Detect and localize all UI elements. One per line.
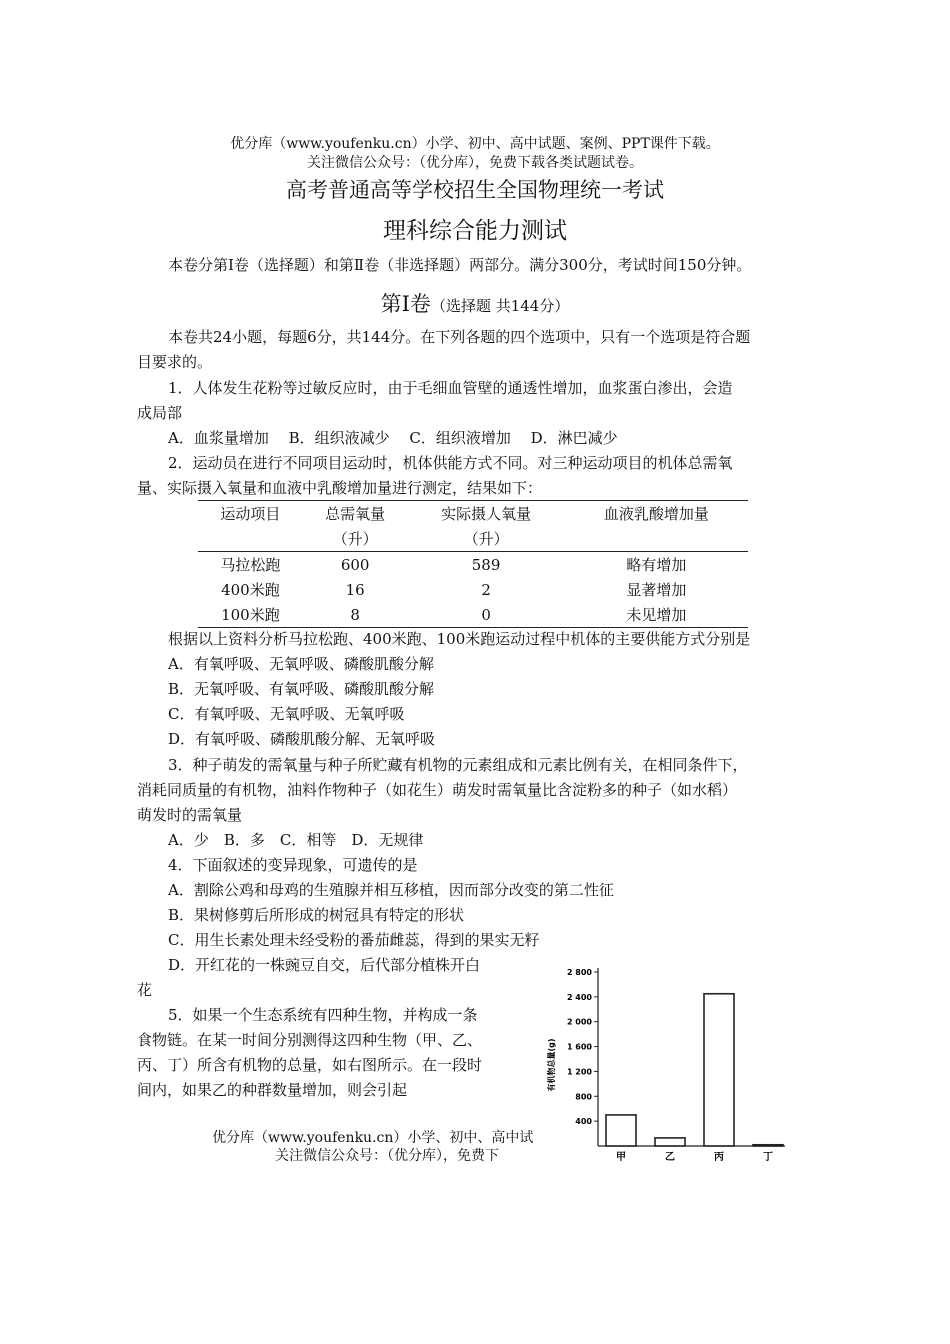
table-header-cell: 血液乳酸增加量: [565, 501, 748, 527]
header-line-1: 优分库（www.youfenku.cn）小学、初中、高中试题、案例、PPT课件下载。: [230, 136, 720, 152]
q3-stem-line-3: 萌发时的需氧量: [137, 806, 243, 824]
intro-text: 本卷分第Ⅰ卷（选择题）和第Ⅱ卷（非选择题）两部分。满分300分，考试时间150分钟。: [168, 256, 752, 274]
q4-option-c: C．用生长素处理未经受粉的番茄雌蕊，得到的果实无籽: [168, 931, 540, 949]
part1-note: （选择题 共144分）: [430, 297, 570, 315]
header-line-2: 关注微信公众号：（优分库），免费下载各类试题试卷。: [307, 155, 643, 171]
q3-options: A．少 B．多 C．相等 D．无规律: [168, 831, 424, 849]
footer-line-2: 关注微信公众号：（优分库），免费下: [275, 1148, 499, 1164]
bar: [655, 1138, 685, 1146]
y-tick-label: 2 000: [566, 1017, 592, 1027]
table-cell: 2: [481, 580, 491, 599]
table-cell: 未见增加: [565, 602, 748, 628]
part1-heading: [0, 288, 950, 318]
q1-stem-line-2: 成局部: [137, 404, 183, 422]
x-tick-label: 乙: [665, 1152, 675, 1163]
q4-option-a: A．割除公鸡和母鸡的生殖腺并相互移植，因而部分改变的第二性征: [168, 881, 614, 899]
table-header-cell: 实际摄人氧量: [408, 501, 565, 527]
q2-option-d: D．有氧呼吸、磷酸肌酸分解、无氧呼吸: [168, 730, 436, 748]
y-tick-label: 1 200: [566, 1067, 592, 1077]
y-tick-label: 1 600: [566, 1042, 592, 1052]
organic-matter-bar-chart: [540, 960, 790, 1170]
q1-stem-line-1: 1．人体发生花粉等过敏反应时，由于毛细血管壁的通透性增加，血浆蛋白渗出，会造: [168, 379, 733, 397]
q5-line-1: 5．如果一个生态系统有四种生物，并构成一条: [168, 1006, 478, 1024]
table-cell: 16: [345, 580, 365, 599]
table-cell: 100米跑: [198, 602, 303, 628]
y-axis-label: 有机物总量(g): [547, 1038, 556, 1092]
table-header-cell: 运动项目: [198, 501, 303, 527]
footer-line-1: 优分库（www.youfenku.cn）小学、初中、高中试: [212, 1130, 534, 1146]
table-cell: 8: [303, 602, 408, 628]
y-tick-label: 2 400: [566, 992, 592, 1002]
q4-option-b: B．果树修剪后所形成的树冠具有特定的形状: [168, 906, 465, 924]
table-cell: 马拉松跑: [220, 556, 281, 574]
instructions-line-2: 目要求的。: [137, 353, 213, 371]
q2-option-b: B．无氧呼吸、有氧呼吸、磷酸肌酸分解: [168, 680, 435, 698]
x-tick-label: 甲: [616, 1152, 626, 1163]
table-cell: 589: [471, 555, 501, 574]
q2-option-a: A．有氧呼吸、无氧呼吸、磷酸肌酸分解: [168, 655, 434, 673]
q1-options: A．血浆量增加 B．组织液减少 C．组织液增加 D．淋巴减少: [168, 429, 618, 447]
bar: [704, 994, 734, 1146]
q2-data-table: [198, 500, 748, 628]
y-tick-label: 400: [575, 1117, 592, 1127]
q5-line-3: 丙、丁）所含有机物的总量，如右图所示。在一段时: [137, 1056, 483, 1074]
q2-stem-line-2: 量、实际摄入氧量和血液中乳酸增加量进行测定，结果如下：: [137, 479, 543, 497]
table-header-cell: 总需氧量: [303, 501, 408, 527]
table-cell: 略有增加: [626, 556, 687, 574]
y-tick-label: 800: [575, 1092, 592, 1102]
x-tick-label: 丙: [714, 1152, 724, 1163]
q3-stem-line-2: 消耗同质量的有机物，油料作物种子（如花生）萌发时需氧量比含淀粉多的种子（如水稻）: [137, 781, 738, 799]
q4-option-d-line-1: D．开红花的一株豌豆自交，后代部分植株开白: [168, 956, 481, 974]
x-tick-label: 丁: [763, 1152, 773, 1163]
q2-option-c: C．有氧呼吸、无氧呼吸、无氧呼吸: [168, 705, 405, 723]
q4-stem: 4．下面叙述的变异现象，可遗传的是: [168, 856, 418, 874]
q2-question: 根据以上资料分析马拉松跑、400米跑、100米跑运动过程中机体的主要供能方式分别是: [168, 630, 751, 648]
table-cell: 0: [408, 602, 565, 628]
table-unit-cell: （升）: [303, 526, 408, 552]
table-row: [198, 602, 748, 628]
bar: [606, 1115, 636, 1146]
instructions-line-1: 本卷共24小题，每题6分，共144分。在下列各题的四个选项中，只有一个选项是符合题: [168, 328, 751, 346]
table-unit-cell: [198, 526, 303, 552]
bar: [753, 1145, 783, 1146]
part1-title: 第Ⅰ卷: [380, 292, 431, 316]
q4-option-d-line-2: 花: [137, 981, 153, 999]
table-cell: 显著增加: [626, 581, 687, 599]
exam-subtitle: 理科综合能力测试: [383, 218, 567, 244]
q2-stem-line-1: 2．运动员在进行不同项目运动时，机体供能方式不同。对三种运动项目的机体总需氧: [168, 454, 733, 472]
exam-title: 高考普通高等学校招生全国物理统一考试: [286, 178, 664, 202]
table-row: [198, 552, 748, 578]
q5-line-4: 间内，如果乙的种群数量增加，则会引起: [137, 1081, 408, 1099]
table-cell: 400米跑: [221, 581, 280, 599]
q3-stem-line-1: 3．种子萌发的需氧量与种子所贮藏有机物的元素组成和元素比例有关，在相同条件下，: [168, 756, 748, 774]
y-tick-label: 2 800: [566, 968, 592, 977]
table-unit-cell: [565, 526, 748, 552]
table-unit-cell: （升）: [408, 526, 565, 552]
table-cell: 600: [340, 555, 370, 574]
table-row: [198, 577, 748, 602]
q5-line-2: 食物链。在某一时间分别测得这四种生物（甲、乙、: [137, 1031, 483, 1049]
